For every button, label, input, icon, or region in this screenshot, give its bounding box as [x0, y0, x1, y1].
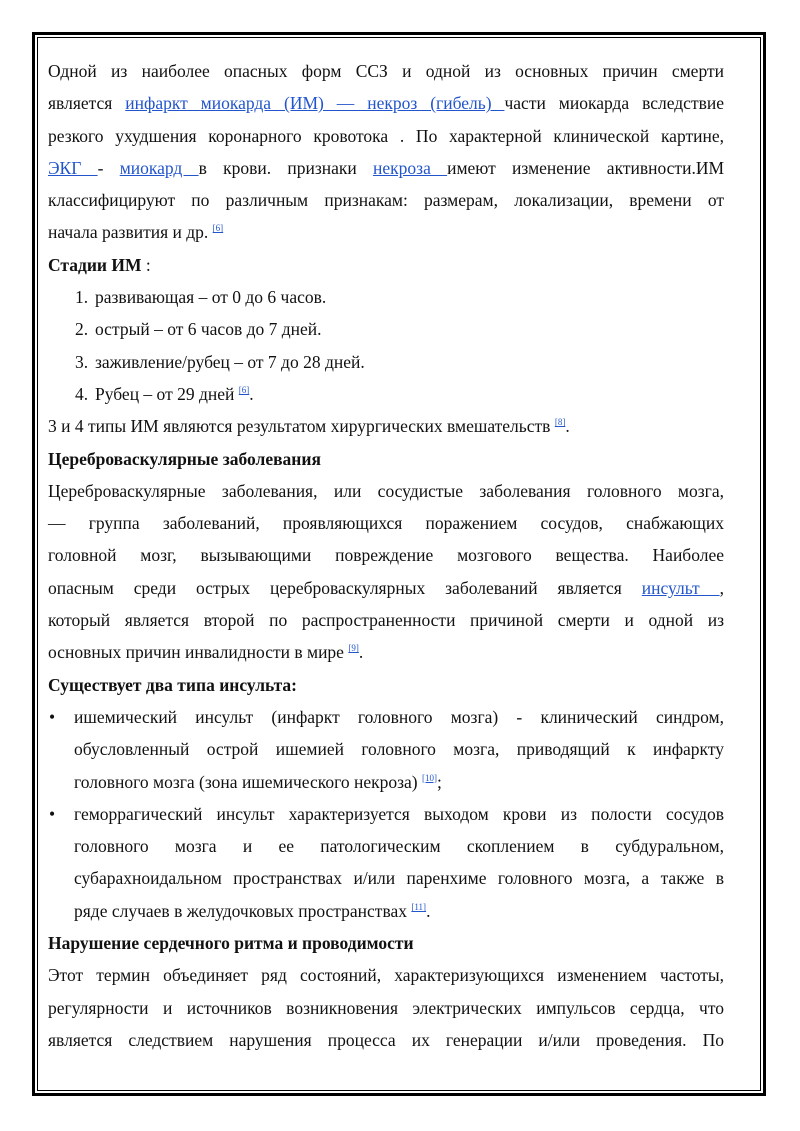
list-item: 2. острый – от 6 часов до 7 дней.	[75, 319, 322, 340]
text-line: головного мозга (зона ишемического некроза) [10];	[74, 771, 442, 792]
text-line: Цереброваскулярные заболевания, или сосудистые заболевания головного мозга,	[48, 480, 724, 501]
stages-heading: Стадии ИМ :	[48, 254, 151, 275]
link-stroke[interactable]: инсульт	[641, 577, 720, 598]
list-item	[48, 701, 724, 798]
text-line: резкого ухудшения коронарного кровотока . По характерной клинической картине,	[48, 125, 724, 146]
text-line: ряде случаев в желудочковых пространствах [11].	[74, 900, 431, 921]
text-line: ишемический инсульт (инфаркт головного мозга) - клинический синдром,	[74, 706, 724, 727]
text-line: обусловленный острой ишемией головного мозга, приводящий к инфаркту	[74, 739, 724, 760]
text-line: основных причин инвалидности в мире [9].	[48, 642, 364, 663]
text-line: является инфаркт миокарда (ИМ) — некроз (гибель) части миокарда вследствие	[48, 93, 724, 114]
text-line: субарахноидальном пространствах и/или паренхиме головного мозга, а также в	[74, 868, 724, 889]
citation-ref[interactable]: [8]	[554, 417, 566, 428]
link-myocardial-infarction[interactable]: инфаркт миокарда (ИМ) — некроз (гибель)	[125, 93, 505, 114]
text-line: опасным среди острых цереброваскулярных заболеваний является инсульт ,	[48, 577, 724, 598]
link-necrosis[interactable]: некроза	[373, 157, 448, 178]
bullet-icon: •	[49, 706, 56, 727]
text-line: который является второй по распространенности причиной смерти и одной из	[48, 610, 724, 631]
document-body	[48, 55, 724, 1056]
stroke-types-heading: Существует два типа инсульта:	[48, 674, 297, 695]
text-line: является следствием нарушения процесса их генерации и/или проведения. По	[48, 1029, 724, 1050]
text-line: Этот термин объединяет ряд состояний, характеризующихся изменением частоты,	[48, 965, 724, 986]
citation-ref[interactable]: [10]	[422, 772, 438, 783]
citation-ref[interactable]: [11]	[411, 901, 427, 912]
link-ecg[interactable]: ЭКГ	[48, 157, 98, 178]
citation-ref[interactable]: [9]	[348, 643, 359, 654]
text-line: регулярности и источников возникновения электрических импульсов сердца, что	[48, 997, 724, 1018]
link-myocardium[interactable]: миокард	[119, 157, 199, 178]
text-line: головной мозг, вызывающими повреждение мозгового вещества. Наиболее	[48, 545, 724, 566]
list-item: 3. заживление/рубец – от 7 до 28 дней.	[75, 351, 365, 372]
arrhythmia-heading: Нарушение сердечного ритма и проводимости	[48, 933, 414, 954]
text-line: классифицируют по различным признакам: размерам, локализации, времени от	[48, 190, 724, 211]
text-line: начала развития и др. [6]	[48, 222, 224, 243]
mi-paragraph	[48, 55, 724, 249]
list-item	[48, 798, 724, 927]
cvd-paragraph	[48, 475, 724, 669]
text-line: головного мозга и ее патологическим скоплением в субдуральном,	[74, 836, 724, 857]
stages-list	[48, 281, 724, 410]
text-line: — группа заболеваний, проявляющихся поражением сосудов, снабжающих	[48, 513, 724, 534]
cvd-heading: Цереброваскулярные заболевания	[48, 448, 321, 469]
text-line: Одной из наиболее опасных форм ССЗ и одной из основных причин смерти	[48, 61, 724, 81]
text-line: геморрагический инсульт характеризуется выходом крови из полости сосудов	[74, 803, 724, 824]
list-item: 4. Рубец – от 29 дней [6].	[75, 383, 254, 404]
bullet-icon: •	[49, 803, 56, 824]
citation-ref[interactable]: [6]	[238, 384, 250, 395]
stages-note: 3 и 4 типы ИМ являются результатом хирургических вмешательств [8].	[48, 416, 570, 437]
arrhythmia-paragraph	[48, 959, 724, 1056]
list-item: 1. развивающая – от 0 до 6 часов.	[75, 287, 327, 308]
stroke-types-list	[48, 701, 724, 927]
citation-ref[interactable]: [6]	[212, 223, 224, 234]
text-line: ЭКГ - миокард в крови. признаки некроза имеют изменение активности.ИМ	[48, 157, 725, 178]
